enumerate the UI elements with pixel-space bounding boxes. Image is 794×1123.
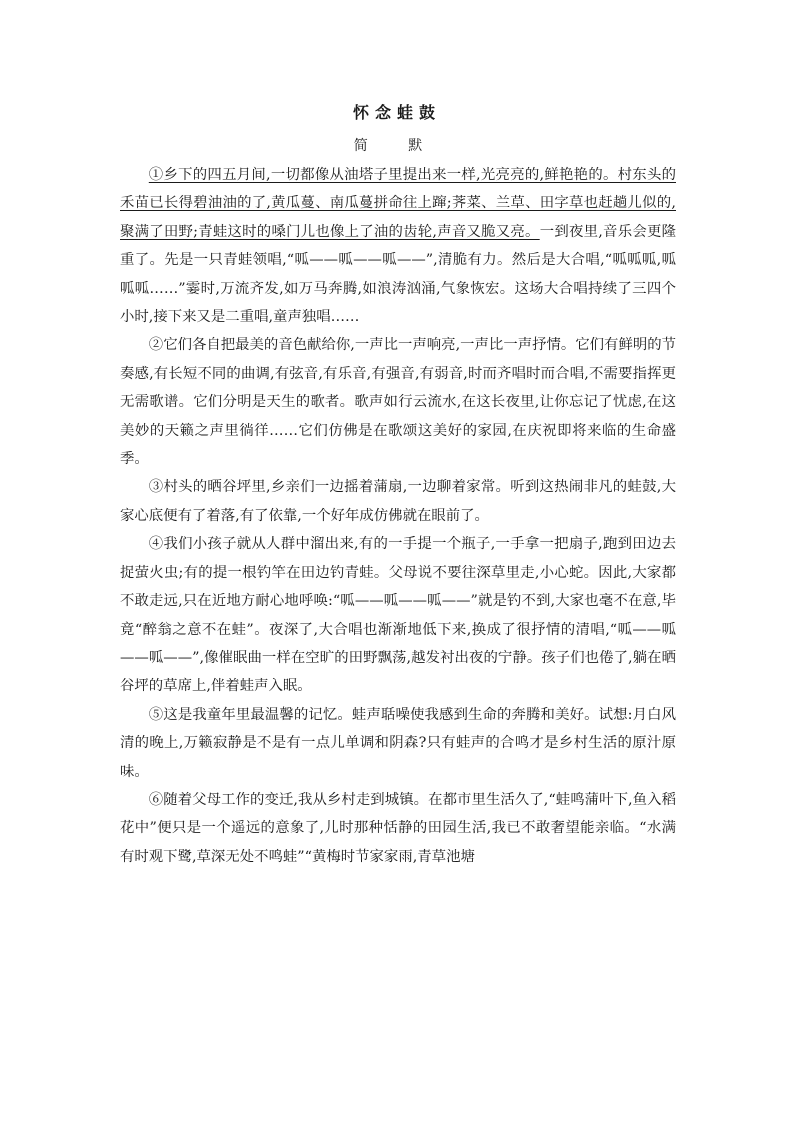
paragraph-4: ④我们小孩子就从人群中溜出来,有的一手提一个瓶子,一手拿一把扇子,跑到田边去捉萤火虫;有的提一根钓竿在田边钓青蛙。父母说不要往深草里走,小心蛇。因此,大家都不敢走远,只在近地方耐心地呼唤:“呱——呱——呱——”就是钓不到,大家也毫不在意,毕竟“醉翁之意不在蛙”。夜深了,大合唱也渐渐地低下来,换成了很抒情的清唱,“呱——呱——呱——”,像催眠曲一样在空旷的田野飘荡,越发衬出夜的宁静。孩子们也倦了,躺在晒谷坪的草席上,伴着蛙声入眠。 (120, 536, 676, 695)
paragraph-3: ③村头的晒谷坪里,乡亲们一边摇着蒲扇,一边聊着家常。听到这热闹非凡的蛙鼓,大家心底便有了着落,有了依靠,一个好年成仿佛就在眼前了。 (120, 479, 676, 524)
article-author: 简 默 (353, 138, 441, 154)
article-title: 怀念蛙鼓 (352, 103, 441, 122)
paragraph-1-rest: 一到夜里,音乐会更隆重了。先是一只青蛙领唱,“呱——呱——呱——”,清脆有力。然后是大合唱,“呱呱呱,呱呱呱……”霎时,万流齐发,如万马奔腾,如浪涛汹涌,气象恢宏。这场大合唱持续了三四个小时,接下来又是二重唱,童声独唱…… (120, 223, 676, 326)
paragraph-1 (120, 161, 676, 331)
paragraph-2: ②它们各自把最美的音色献给你,一声比一声响亮,一声比一声抒情。它们有鲜明的节奏感,有长短不同的曲调,有弦音,有乐音,有强音,有弱音,时而齐唱时而合唱,不需要指挥更无需歌谱。它们分明是天生的歌者。歌声如行云流水,在这长夜里,让你忘记了忧虑,在这美妙的天籁之声里徜徉……它们仿佛是在歌颂这美好的家园,在庆祝即将来临的生命盛季。 (120, 337, 677, 468)
article-body (120, 161, 676, 871)
underlined-passage: ①乡下的四五月间,一切都像从油塔子里提出来一样,光亮亮的,鲜艳艳的。村东头的禾苗已长得碧油油的了,黄瓜蔓、南瓜蔓拼命往上蹿;荠菜、兰草、田字草也赶趟儿似的,聚满了田野;青蛙这时的嗓门儿也像上了油的齿轮,声音又脆又亮。 (120, 167, 676, 240)
paragraph-6: ⑥随着父母工作的变迁,我从乡村走到城镇。在都市里生活久了,“蛙鸣蒲叶下,鱼入稻花中”便只是一个遥远的意象了,儿时那种恬静的田园生活,我已不敢奢望能亲临。“水满有时观下鹭,草深无处不鸣蛙”“黄梅时节家家雨,青草池塘 (120, 791, 676, 865)
paragraph-5: ⑤这是我童年里最温馨的记忆。蛙声聒噪使我感到生命的奔腾和美好。试想:月白风清的晚上,万籁寂静是不是有一点儿单调和阴森?只有蛙声的合鸣才是乡村生活的原汁原味。 (120, 706, 676, 780)
